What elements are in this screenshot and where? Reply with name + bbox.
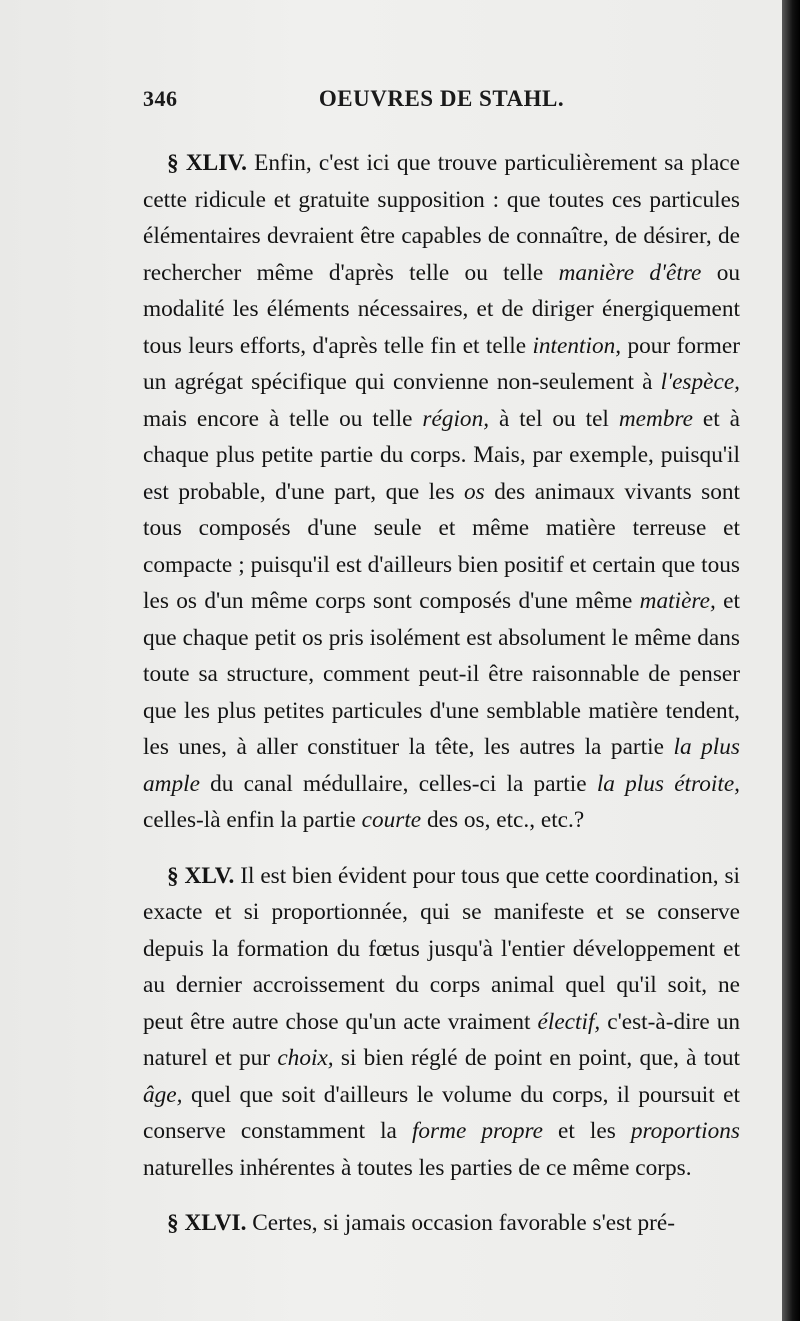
running-title: OEUVRES DE STAHL. [318,86,565,111]
paragraph-content [143,863,740,1181]
section-marker: § XLV. [167,862,235,889]
italic-run: membre [618,405,694,432]
italic-run: os [464,478,485,505]
italic-run: la plus ample [143,734,740,797]
italic-run: la plus étroite, [596,770,740,797]
text-run: du canal médullaire, celles-ci la partie [199,770,597,797]
italic-run: matière, [639,588,716,614]
italic-run: manière d'être [558,259,702,286]
text-run: quel que soit d'ailleurs le volume du corps, il poursuit et conserve constamment la [143,1081,740,1144]
text-run: celles-là enfin la partie [143,807,362,833]
text-run: et que chaque petit os pris isolément est absolument le même dans toute sa structure, comment peut-il être raisonnable de penser que les plus petites particules d'une semblable matière tendent, les unes, à aller constituer la tête, les autres la partie [143,588,740,760]
section-marker: § XLVI. [167,1210,247,1236]
paragraph-section-45 [143,858,740,1187]
text-run: naturelles inhérentes à toutes les parties de ce même corps. [143,1154,692,1181]
text-run: Enfin, c'est ici que trouve particulièrement sa place cette ridicule et gratuite supposition : que toutes ces particules élémentaires devraient être capables de connaître, de désirer, de rechercher même d'après telle ou telle [143,150,740,286]
text-run: et les [543,1118,631,1144]
text-run: c'est-à-dire un naturel et pur [143,1008,740,1071]
text-run: des animaux vivants sont tous composés d'une seule et même matière terreuse et compacte ; puisqu'il est d'ailleurs bien positif et certain que tous les os d'un même corps sont composés d'une même [143,478,740,614]
text-run: Il est bien évident pour tous que cette coordination, si exacte et si proportionnée, qui se manifeste et se conserve depuis la formation du fœtus jusqu'à l'entier développement et au dernier accroissement du corps animal quel qu'il soit, ne peut être autre chose qu'un acte vraiment [143,862,740,1035]
italic-run: l'espèce, [660,369,740,395]
italic-run: âge, [143,1081,183,1108]
italic-run: intention, [532,332,622,359]
paragraph-section-46 [143,1205,740,1242]
italic-run: région, [422,405,490,432]
section-marker: § XLIV. [167,150,247,176]
text-run: ou modalité les éléments nécessaires, et de diriger énergiquement tous leurs efforts, d'après telle fin et telle [143,259,740,359]
italic-run: choix, [277,1045,334,1071]
paragraph-content [246,1210,675,1236]
italic-run: électif, [537,1008,601,1035]
paragraph-section-44 [143,145,740,839]
italic-run: forme propre [411,1118,544,1144]
italic-run: courte [361,807,422,833]
text-run: à tel ou tel [489,405,619,432]
body-text [143,145,740,1242]
text-run: et à chaque plus petite partie du corps. Mais, par exemple, puisqu'il est probable, d'une part, que les [143,405,740,505]
text-run: Certes, si jamais occasion favorable s'est pré- [246,1210,675,1236]
text-run: mais encore à telle ou telle [143,405,423,432]
text-run: des os, etc., etc.? [421,807,585,833]
text-run: pour former un agrégat spécifique qui convienne non-seulement à [143,332,740,395]
page-header [143,86,740,116]
paragraph-content [143,150,740,833]
text-run: si bien réglé de point en point, que, à tout [333,1045,741,1071]
italic-run: proportions [630,1118,740,1144]
page-number: 346 [143,86,178,111]
page-edge-shadow [782,0,800,1321]
